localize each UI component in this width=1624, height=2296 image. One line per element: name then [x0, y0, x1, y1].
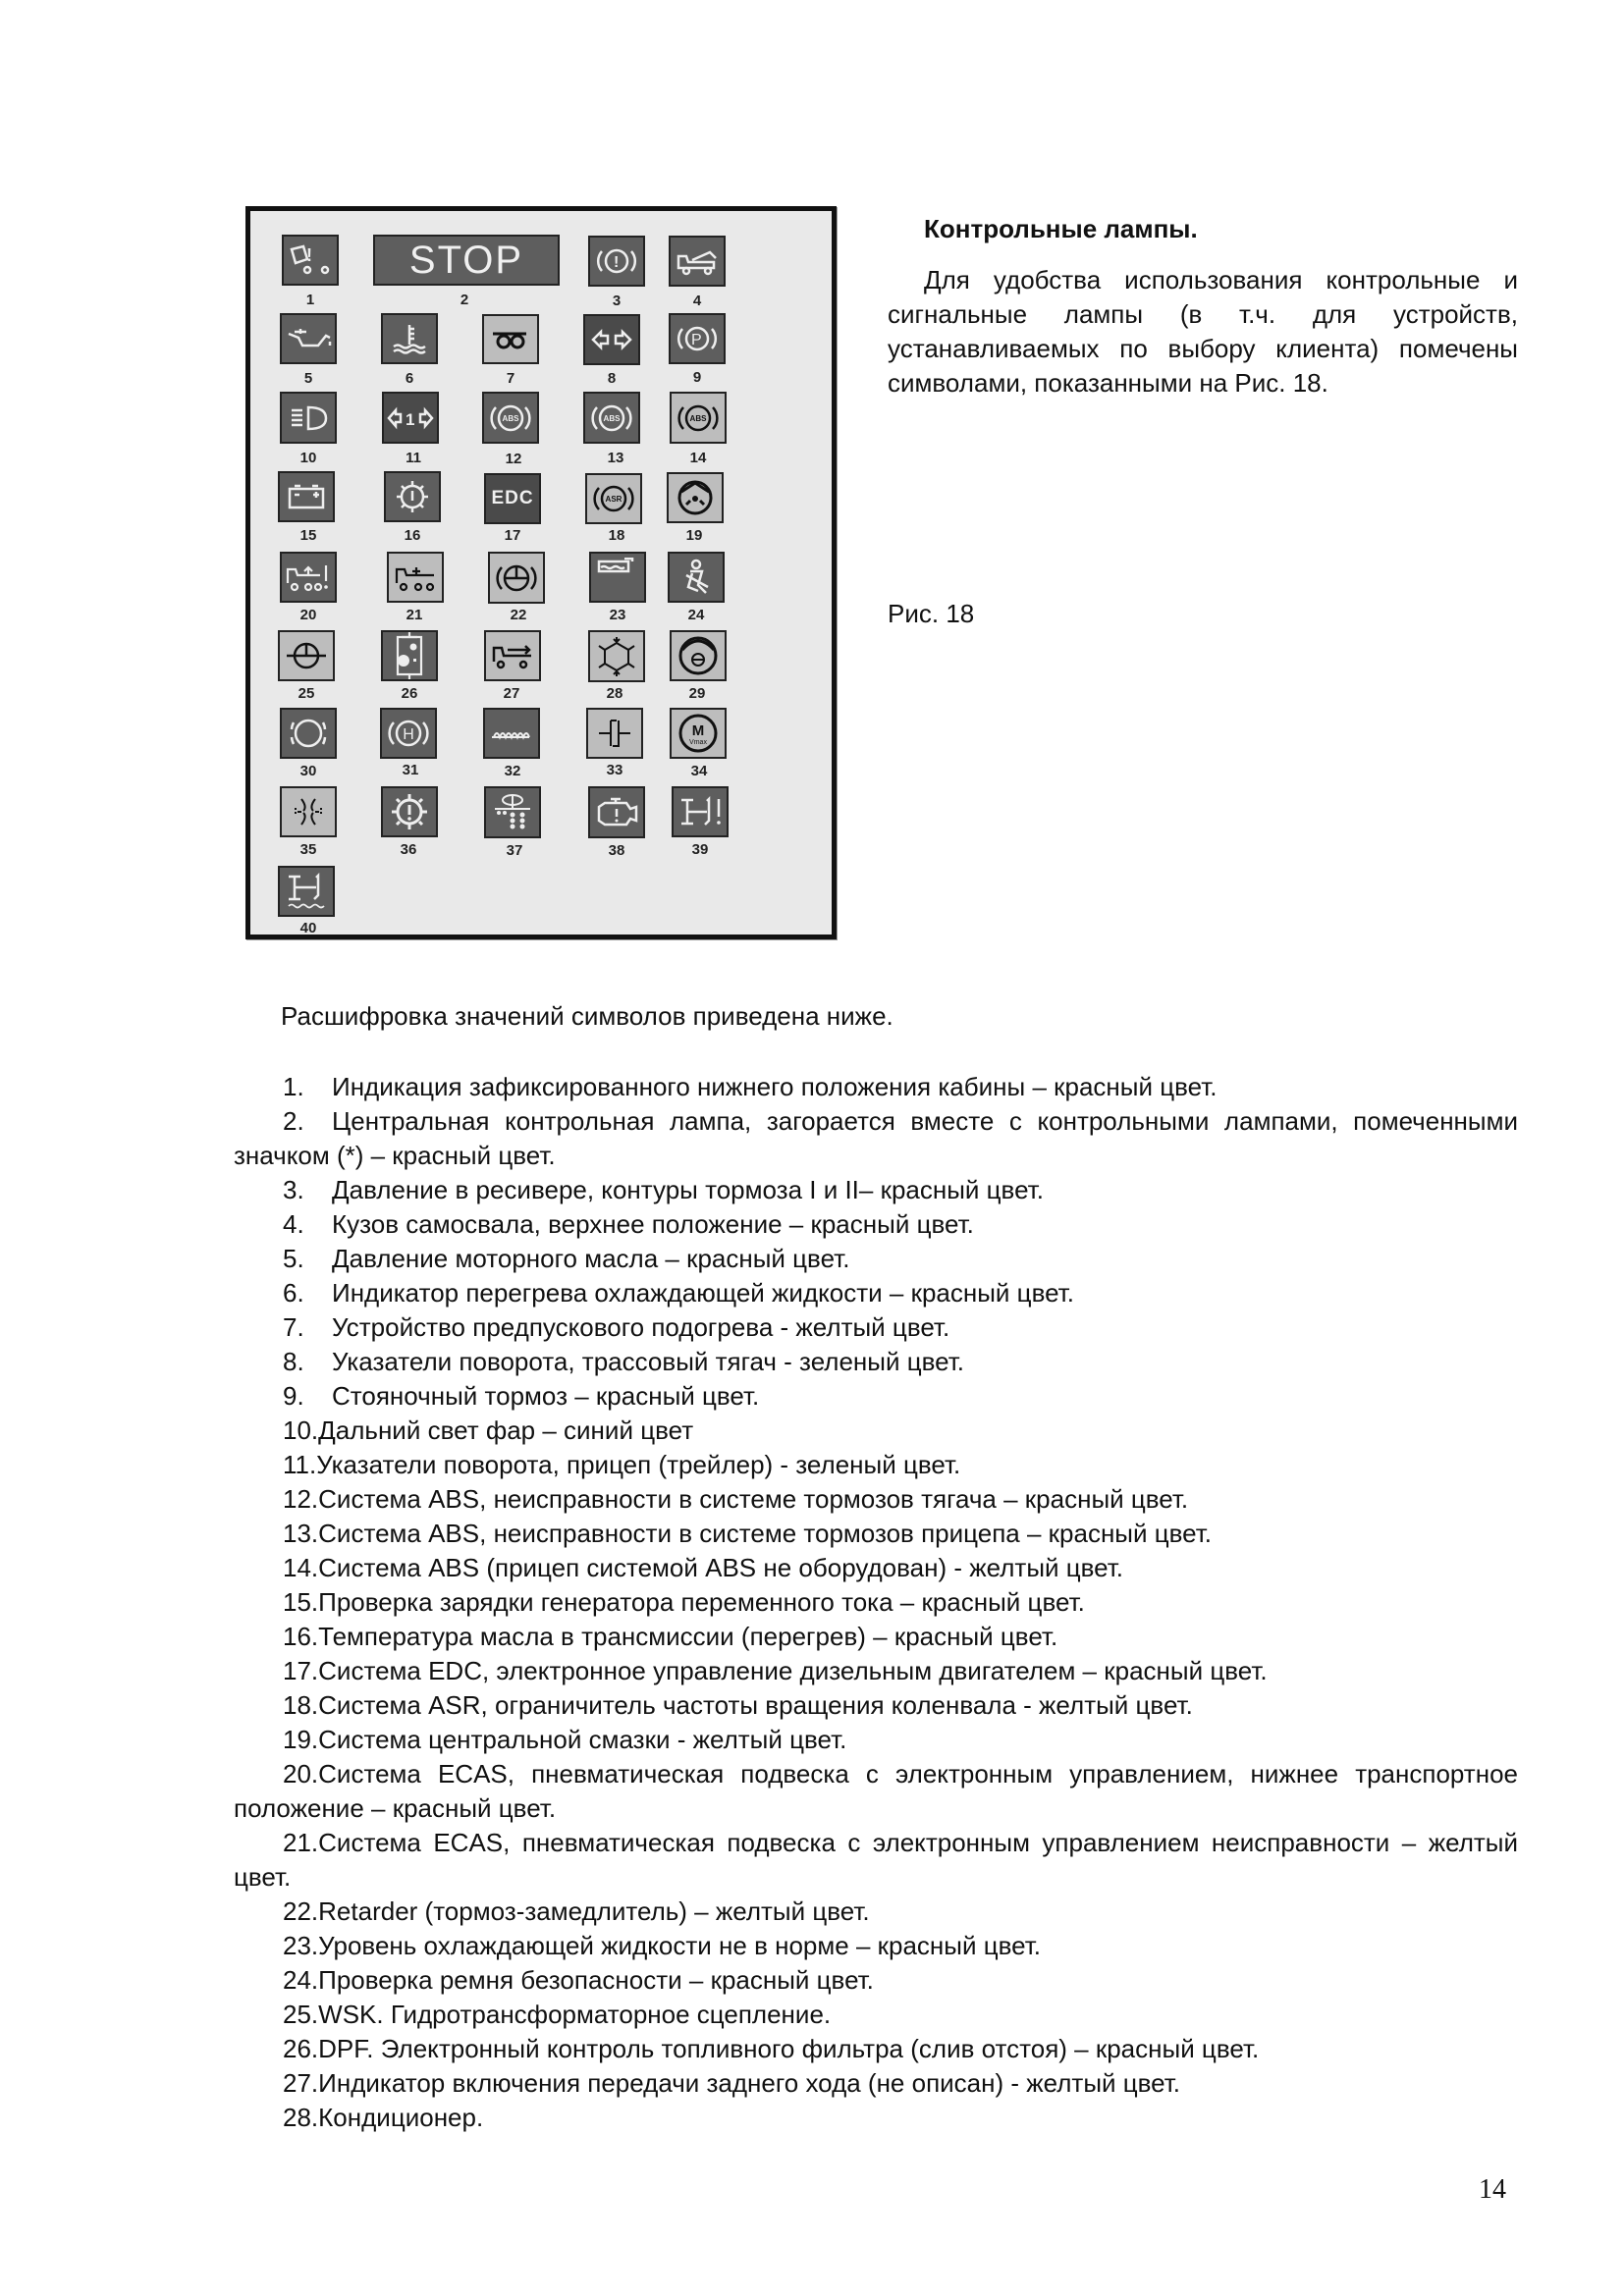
list-item: 23.Уровень охлаждающей жидкости не в норме – красный цвет. — [283, 1931, 1041, 1960]
tile-number: 25 — [298, 685, 315, 702]
list-item: 3. Давление в ресивере, контуры тормоза I и II– красный цвет. — [283, 1175, 1044, 1204]
list-item: 16.Температура масла в трансмиссии (перегрев) – красный цвет. — [283, 1622, 1058, 1651]
list-item: 14.Система ABS (прицеп системой ABS не оборудован) - желтый цвет. — [283, 1553, 1124, 1582]
tile-number: 33 — [606, 762, 623, 778]
tile-number: 6 — [405, 370, 414, 387]
tile-number: 27 — [503, 685, 520, 702]
list-item: 8. Указатели поворота, трассовый тягач - зеленый цвет. — [283, 1347, 964, 1376]
svg-text:Vmax: Vmax — [689, 739, 707, 746]
edc-lamp — [484, 473, 541, 524]
ecas-fault-icon — [387, 552, 444, 603]
tile-number: 1 — [305, 292, 315, 308]
tile-number: 16 — [404, 527, 421, 544]
list-item: 22.Retarder (тормоз-замедлитель) – желтый цвет. — [283, 1896, 870, 1926]
list-item: 15.Проверка зарядки генератора переменного тока – красный цвет. — [283, 1587, 1085, 1617]
tile-number: 26 — [401, 685, 418, 702]
brake-lining-icon — [280, 708, 337, 759]
list-item: 9. Стояночный тормоз – красный цвет. — [283, 1381, 760, 1411]
tile-number: 10 — [299, 450, 317, 466]
tile-number: 34 — [690, 763, 708, 779]
list-item: 18.Система ASR, ограничитель частоты вращения коленвала - желтый цвет. — [283, 1690, 1193, 1720]
central-lubrication-icon — [667, 472, 724, 523]
figure-caption: Рис. 18 — [888, 599, 975, 628]
tile-number: 23 — [609, 607, 626, 623]
tile-number: 21 — [406, 607, 423, 623]
tile-number: 8 — [607, 370, 617, 387]
clutch-icon — [586, 708, 643, 759]
tile-number: 2 — [460, 292, 469, 308]
tile-number: 28 — [606, 685, 623, 702]
tile-number: 32 — [504, 763, 521, 779]
legend-intro: Расшифровка значений символов приведена ниже. — [281, 1001, 893, 1031]
tipper-body-icon — [669, 236, 726, 287]
vmax-icon — [670, 708, 727, 759]
warning-lamps-figure — [245, 206, 837, 939]
axle-lift-icon — [484, 786, 541, 838]
page-number: 14 — [1479, 2174, 1506, 2205]
list-item: 20.Система ECAS, пневматическая подвеска с электронным управлением, нижнее транспортное положение – красный цвет. — [234, 1759, 1518, 1823]
stop-text: STOP — [408, 238, 524, 282]
oil-pressure-icon — [280, 313, 337, 364]
water-in-fuel-icon — [483, 708, 540, 759]
differential-lock-icon — [672, 786, 729, 837]
trailer-turn-signal-icon — [382, 392, 439, 444]
gearbox-warning-icon — [381, 786, 438, 837]
tile-number: 15 — [299, 527, 317, 544]
tile-number: 30 — [299, 763, 317, 779]
list-item: 2. Центральная контрольная лампа, загорается вместе с контрольными лампами, помеченными значком (*) – красный цвет. — [234, 1106, 1518, 1170]
svg-text:H: H — [403, 726, 414, 743]
tile-number: 19 — [685, 527, 703, 544]
svg-text:M: M — [691, 722, 705, 739]
tile-number: 31 — [402, 762, 419, 778]
differential-lock-wet-icon — [278, 866, 335, 917]
list-item: 5. Давление моторного масла – красный цвет. — [283, 1244, 850, 1273]
list-item: 1. Индикация зафиксированного нижнего положения кабины – красный цвет. — [283, 1072, 1218, 1101]
tile-number: 12 — [505, 451, 522, 467]
list-item: 21.Система ECAS, пневматическая подвеска с электронным управлением неисправности – желтый цвет. — [234, 1828, 1518, 1892]
list-item: 19.Система центральной смазки - желтый цвет. — [283, 1725, 847, 1754]
tile-number: 20 — [299, 607, 317, 623]
list-item: 28.Кондиционер. — [283, 2103, 484, 2132]
air-conditioner-icon — [588, 630, 645, 682]
abs-yellow-icon — [670, 392, 727, 444]
tile-number: 3 — [612, 293, 622, 309]
tile-number: 29 — [688, 685, 706, 702]
steering-icon — [670, 630, 727, 681]
svg-text:P: P — [691, 332, 702, 348]
edc-text: EDC — [491, 488, 534, 508]
tile-number: 39 — [691, 841, 709, 858]
reverse-gear-icon — [484, 630, 541, 681]
transmission-temp-icon — [384, 471, 441, 522]
list-item: 7. Устройство предпускового подогрева - желтый цвет. — [283, 1312, 950, 1342]
engine-check-icon — [588, 786, 645, 838]
tile-number: 36 — [400, 841, 417, 858]
list-item: 27.Индикатор включения передачи заднего хода (не описан) - желтый цвет. — [283, 2068, 1181, 2098]
list-item: 25.WSK. Гидротрансформаторное сцепление. — [283, 2000, 832, 2029]
list-item: 11.Указатели поворота, прицеп (трейлер) - зеленый цвет. — [283, 1450, 961, 1479]
svg-text:ABS: ABS — [689, 413, 707, 423]
tile-number: 5 — [303, 370, 313, 387]
tile-number: 18 — [608, 527, 625, 544]
glow-plug-icon — [482, 314, 539, 364]
intro-paragraph: Для удобства использования контрольные и сигнальные лампы (в т.ч. для устройств, устанавливаемых по выбору клиента) помечены символами, показанными на Рис. 18. — [888, 265, 1518, 398]
wsk-clutch-icon — [278, 630, 335, 681]
stop-lamp — [373, 235, 560, 286]
list-item: 13.Система ABS, неисправности в системе тормозов прицепа – красный цвет. — [283, 1519, 1213, 1548]
list-item: 17.Система EDC, электронное управление дизельным двигателем – красный цвет. — [283, 1656, 1268, 1685]
hill-hold-icon — [380, 708, 437, 759]
cab-tilt-icon — [282, 235, 339, 286]
parking-brake-icon — [669, 313, 726, 364]
ecas-low-icon — [280, 552, 337, 603]
svg-text:ASR: ASR — [605, 495, 623, 504]
turn-signal-icon — [583, 314, 640, 365]
svg-text:ABS: ABS — [603, 413, 621, 423]
tile-number: 37 — [506, 842, 523, 859]
brake-warning-icon — [588, 236, 645, 287]
cab-lock-icon — [280, 786, 337, 837]
battery-icon — [278, 471, 335, 522]
tile-number: 14 — [689, 450, 707, 466]
section-heading: Контрольные лампы. — [924, 214, 1198, 243]
tile-number: 4 — [692, 293, 702, 309]
list-item: 4. Кузов самосвала, верхнее положение – красный цвет. — [283, 1209, 974, 1239]
retarder-icon — [488, 552, 545, 604]
tile-number: 40 — [299, 920, 317, 936]
abs-icon — [482, 392, 539, 444]
list-item: 6. Индикатор перегрева охлаждающей жидкости – красный цвет. — [283, 1278, 1074, 1308]
tile-number: 38 — [608, 842, 625, 859]
list-item: 10.Дальний свет фар – синий цвет — [283, 1415, 694, 1445]
tile-number: 11 — [406, 450, 421, 466]
list-item: 12.Система ABS, неисправности в системе тормозов тягача – красный цвет. — [283, 1484, 1189, 1514]
legend-list — [234, 1070, 1518, 2135]
tile-number: 13 — [607, 450, 624, 466]
svg-text:!: ! — [614, 254, 620, 271]
tile-number: 35 — [299, 841, 317, 858]
tile-number: 24 — [687, 607, 705, 623]
svg-text:!: ! — [306, 245, 312, 265]
high-beam-icon — [280, 392, 337, 444]
list-item: 24.Проверка ремня безопасности – красный цвет. — [283, 1965, 874, 1995]
asr-icon — [585, 473, 642, 524]
seat-belt-icon — [668, 552, 725, 603]
svg-text:ABS: ABS — [502, 413, 519, 423]
tile-number: 17 — [504, 527, 521, 544]
abs-trailer-icon — [583, 392, 640, 444]
tile-number: 7 — [506, 370, 515, 387]
list-item: 26.DPF. Электронный контроль топливного фильтра (слив отстоя) – красный цвет. — [283, 2034, 1260, 2063]
svg-text:1: 1 — [406, 409, 415, 429]
coolant-temp-icon — [381, 313, 438, 364]
tile-number: 22 — [510, 607, 527, 623]
fuel-filter-icon — [381, 630, 438, 681]
coolant-level-icon — [589, 552, 646, 603]
tile-number: 9 — [692, 369, 702, 386]
